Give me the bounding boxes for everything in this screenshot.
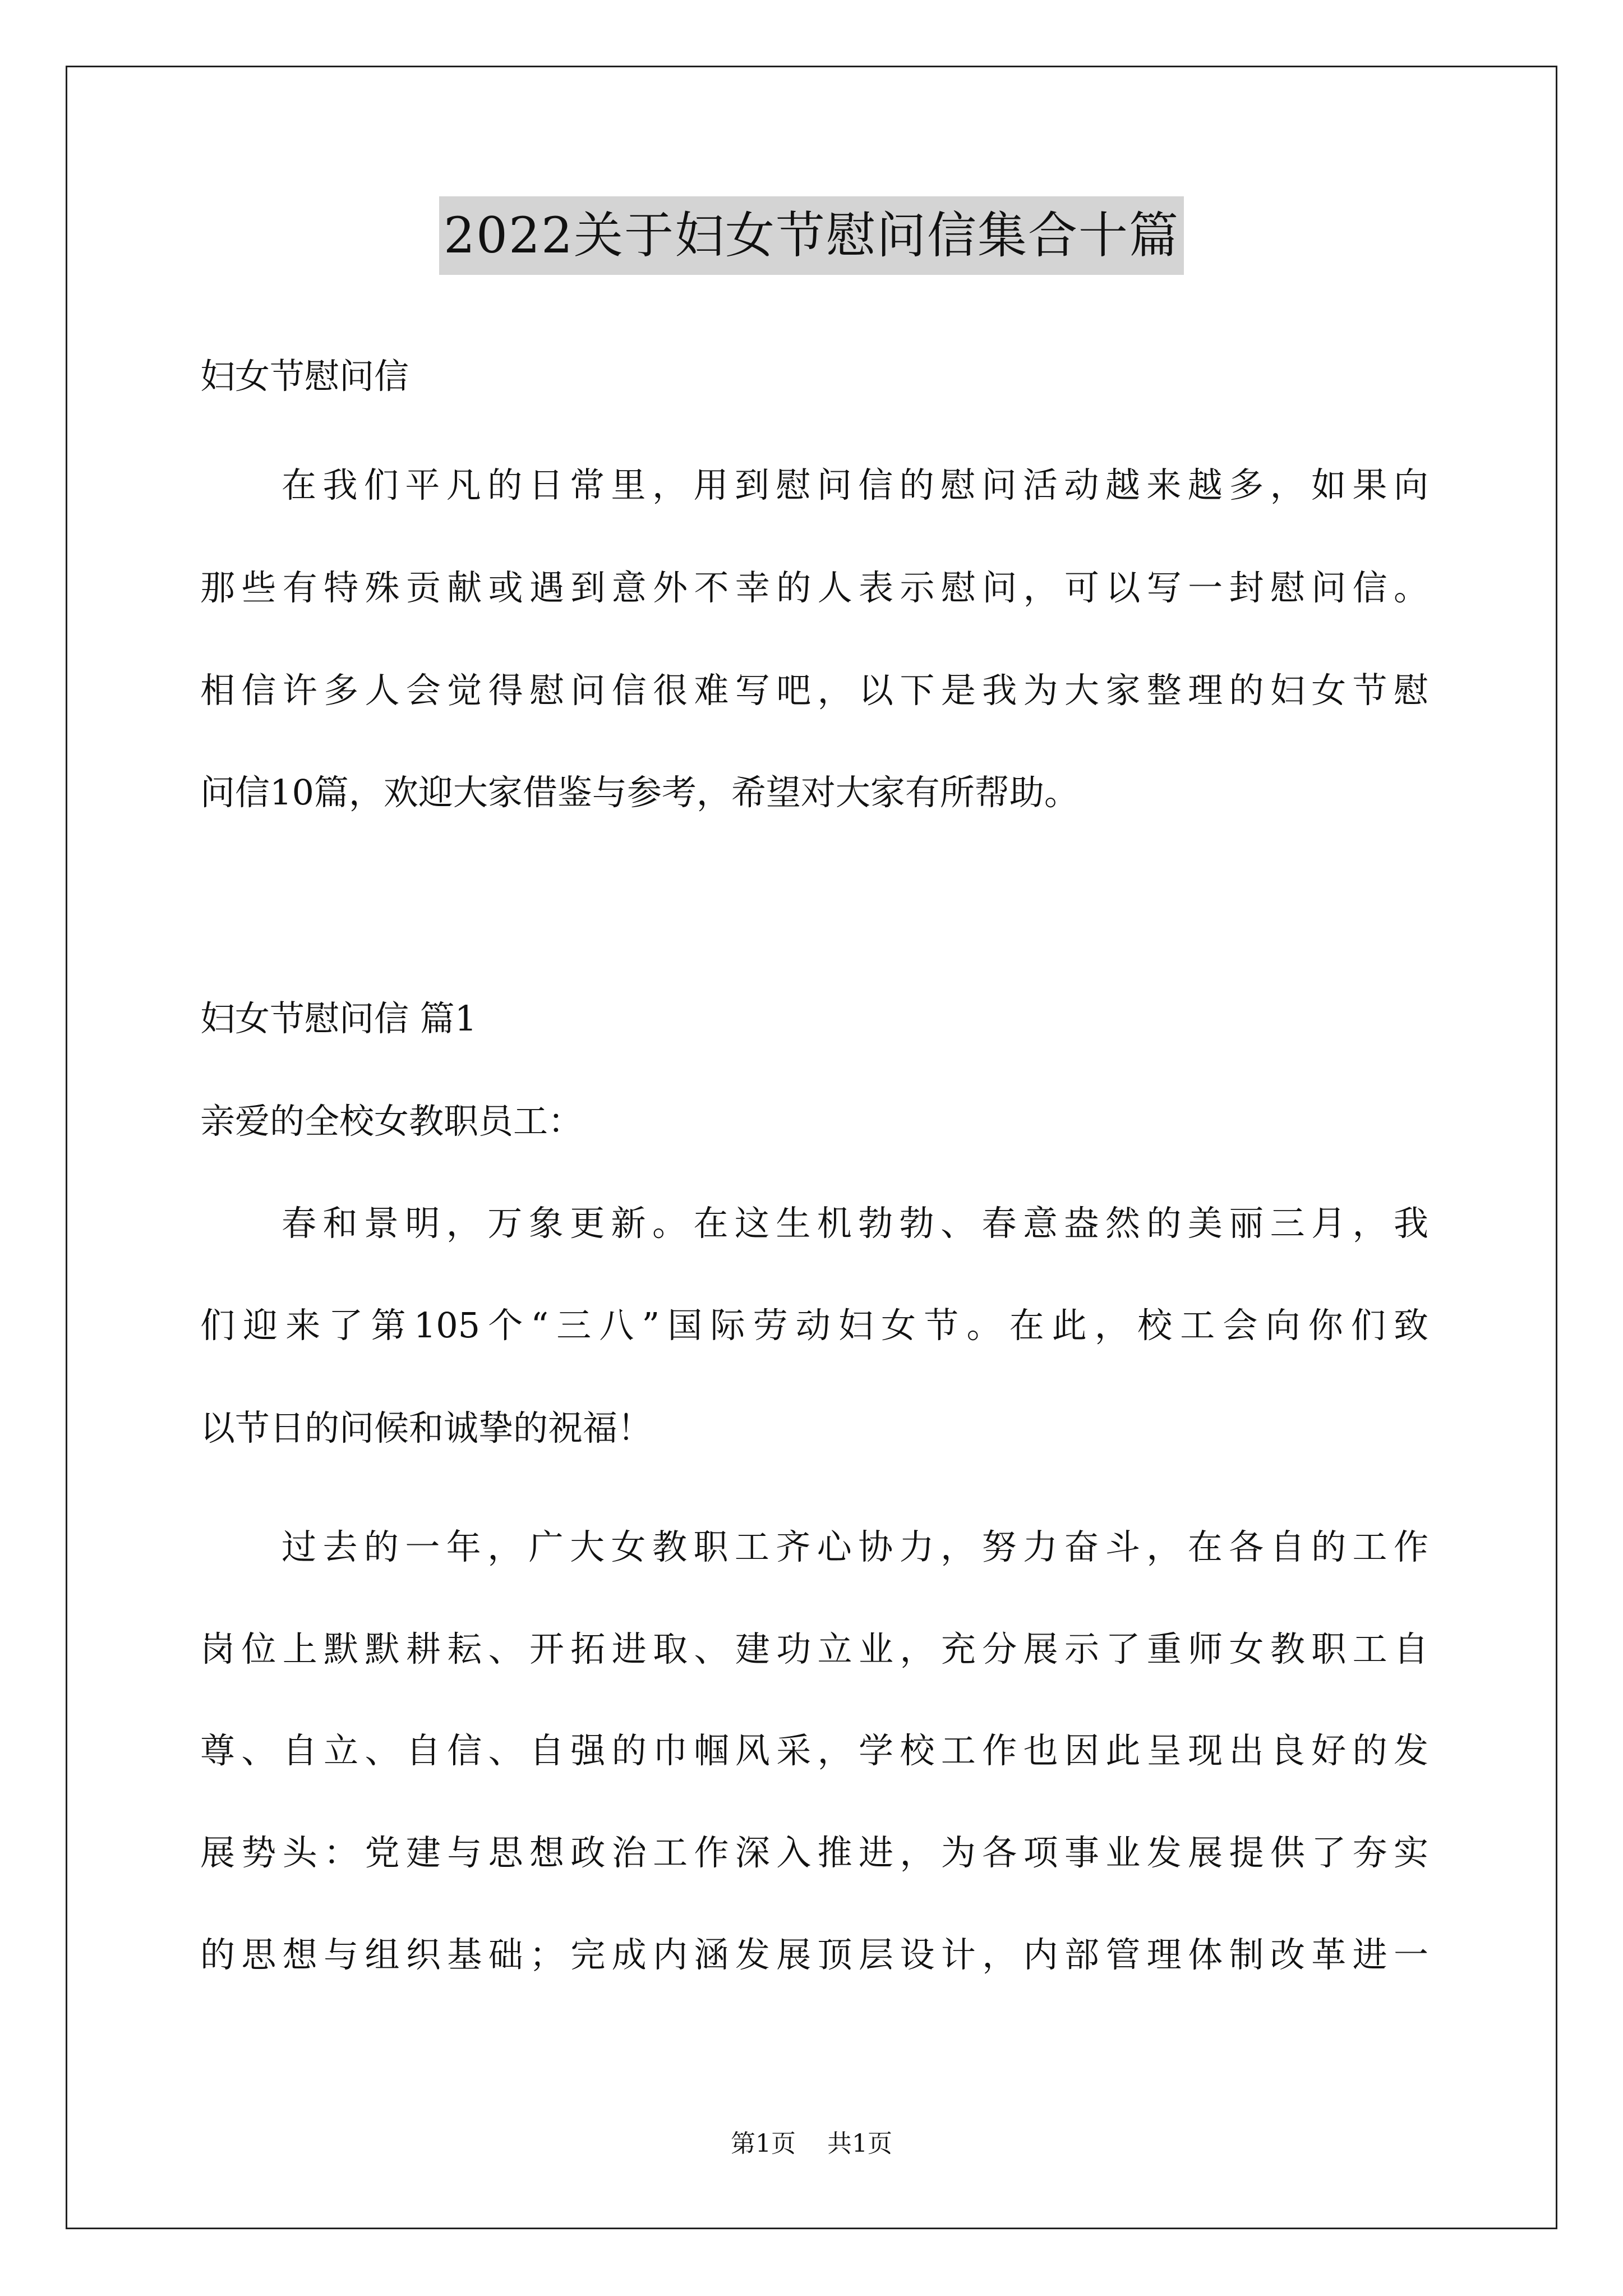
paragraph-line: 问信10篇，欢迎大家借鉴与参考，希望对大家有所帮助。	[200, 772, 1079, 813]
paragraph-line: 以节日的问候和诚挚的祝福！	[200, 1407, 653, 1448]
page-total: 共1页	[827, 2129, 892, 2158]
salutation: 亲爱的全校女教职员工：	[200, 1101, 583, 1142]
page-footer	[0, 2127, 1623, 2161]
paragraph-line: 在我们平凡的日常里，用到慰问信的慰问活动越来越多，如果向	[282, 464, 1428, 505]
paragraph-line: 那些有特殊贡献或遇到意外不幸的人表示慰问，可以写一封慰问信。	[200, 567, 1428, 608]
section-heading: 妇女节慰问信	[200, 356, 409, 397]
paragraph-line: 尊、自立、自信、自强的巾帼风采，学校工作也因此呈现出良好的发	[200, 1730, 1428, 1771]
section-heading: 妇女节慰问信 篇1	[200, 998, 477, 1039]
paragraph-line: 展势头：党建与思想政治工作深入推进，为各项事业发展提供了夯实	[200, 1832, 1428, 1873]
paragraph-line: 们迎来了第105个“三八”国际劳动妇女节。在此，校工会向你们致	[200, 1305, 1428, 1346]
title-container	[0, 196, 1623, 275]
page-number: 第1页	[731, 2129, 796, 2158]
paragraph-line: 过去的一年，广大女教职工齐心协力，努力奋斗，在各自的工作	[282, 1526, 1428, 1567]
document-title: 2022关于妇女节慰问信集合十篇	[439, 196, 1184, 275]
paragraph-line: 的思想与组织基础；完成内涵发展顶层设计，内部管理体制改革进一	[200, 1934, 1428, 1975]
paragraph-line: 相信许多人会觉得慰问信很难写吧，以下是我为大家整理的妇女节慰	[200, 670, 1428, 711]
paragraph-line: 春和景明，万象更新。在这生机勃勃、春意盎然的美丽三月，我	[282, 1203, 1428, 1244]
paragraph-line: 岗位上默默耕耘、开拓进取、建功立业，充分展示了重师女教职工自	[200, 1628, 1428, 1669]
